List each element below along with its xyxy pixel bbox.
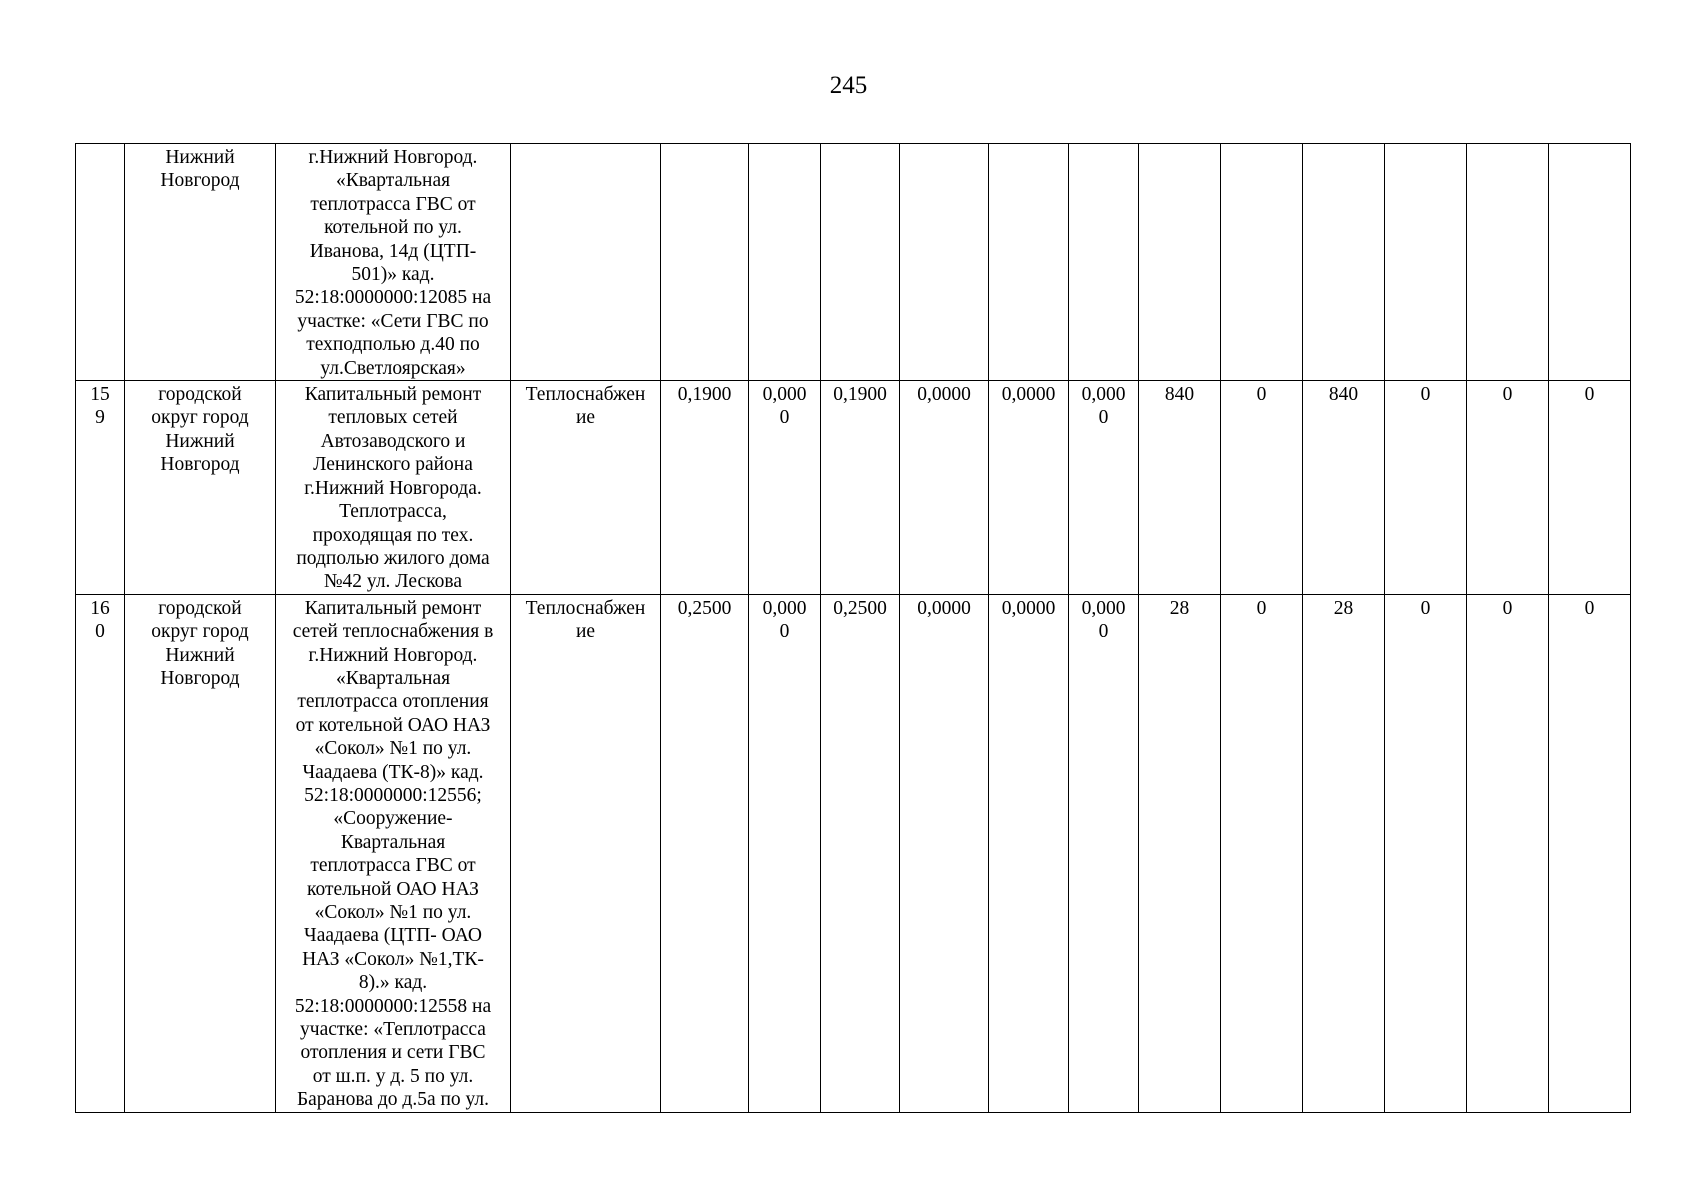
cell-municipality: городской округ город Нижний Новгород: [125, 381, 276, 595]
cell-value: [1069, 144, 1139, 381]
cell-value: 0,1900: [661, 381, 749, 595]
cell-value: [1139, 144, 1221, 381]
cell-value: 0: [1549, 381, 1631, 595]
cell-value: 0,000 0: [1069, 381, 1139, 595]
cell-value: 0,000 0: [1069, 594, 1139, 1112]
cell-num: 15 9: [76, 381, 125, 595]
cell-value: [1467, 144, 1549, 381]
cell-value: 0: [1385, 381, 1467, 595]
cell-value: 0,0000: [989, 594, 1069, 1112]
cell-value: [749, 144, 821, 381]
cell-value: 0,2500: [661, 594, 749, 1112]
cell-value: [1303, 144, 1385, 381]
cell-description: Капитальный ремонт тепловых сетей Автозаводского и Ленинского района г.Нижний Новгорода. Теплотрасса, проходящая по тех. подполью жилого дома №42 ул. Лескова: [276, 381, 511, 595]
cell-value: [1549, 144, 1631, 381]
cell-value: 840: [1139, 381, 1221, 595]
cell-value: 0,0000: [989, 381, 1069, 595]
cell-value: 0,2500: [821, 594, 900, 1112]
cell-municipality: Нижний Новгород: [125, 144, 276, 381]
cell-value: [900, 144, 989, 381]
cell-value: [1385, 144, 1467, 381]
cell-value: [661, 144, 749, 381]
cell-value: [821, 144, 900, 381]
cell-value: 0: [1221, 381, 1303, 595]
cell-value: 0,000 0: [749, 381, 821, 595]
page-number: 245: [829, 72, 868, 99]
cell-value: 0,1900: [821, 381, 900, 595]
cell-value: 0,0000: [900, 381, 989, 595]
cell-value: 0: [1467, 381, 1549, 595]
cell-value: 0: [1221, 594, 1303, 1112]
cell-value: 840: [1303, 381, 1385, 595]
cell-num: [76, 144, 125, 381]
cell-description: г.Нижний Новгород. «Квартальная теплотрасса ГВС от котельной по ул. Иванова, 14д (ЦТП- 501)» кад. 52:18:0000000:12085 на участке: «Сети ГВС по техподполью д.40 по ул.Светлоярская»: [276, 144, 511, 381]
cell-description: Капитальный ремонт сетей теплоснабжения в г.Нижний Новгород. «Квартальная теплотрасса отопления от котельной ОАО НАЗ «Сокол» №1 по ул. Чаадаева (ТК-8)» кад. 52:18:0000000:12556; «Сооружение- Квартальная теплотрасса ГВС от котельной ОАО НАЗ «Сокол» №1 по ул. Чаадаева (ЦТП- ОАО НАЗ «Сокол» №1,ТК- 8).» кад. 52:18:0000000:12558 на участке: «Теплотрасса отопления и сети ГВС от ш.п. у д. 5 по ул. Баранова до д.5а по ул.: [276, 594, 511, 1112]
cell-value: 28: [1139, 594, 1221, 1112]
cell-value: [1221, 144, 1303, 381]
cell-type: Теплоснабжен ие: [511, 594, 661, 1112]
cell-value: [989, 144, 1069, 381]
cell-type: [511, 144, 661, 381]
cell-municipality: городской округ город Нижний Новгород: [125, 594, 276, 1112]
table-row: [76, 144, 1631, 381]
cell-num: 16 0: [76, 594, 125, 1112]
table-row: [76, 594, 1631, 1112]
cell-value: 0: [1467, 594, 1549, 1112]
table-row: [76, 381, 1631, 595]
cell-value: 0: [1385, 594, 1467, 1112]
cell-value: 28: [1303, 594, 1385, 1112]
cell-value: 0,000 0: [749, 594, 821, 1112]
cell-value: 0: [1549, 594, 1631, 1112]
data-table: [75, 143, 1631, 1113]
cell-type: Теплоснабжен ие: [511, 381, 661, 595]
cell-value: 0,0000: [900, 594, 989, 1112]
